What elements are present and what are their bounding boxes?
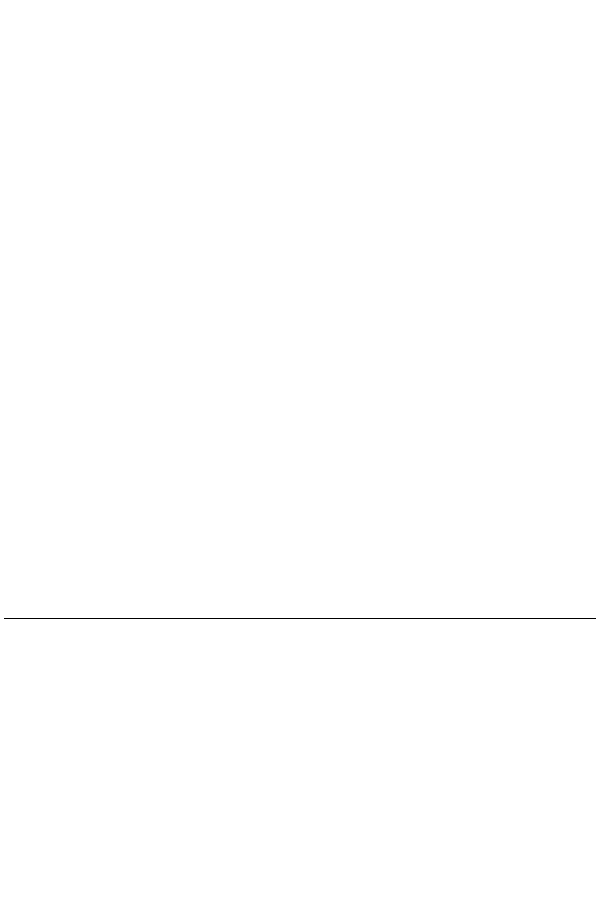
divider-line bbox=[4, 618, 596, 619]
upper-band bbox=[0, 8, 600, 618]
lower-band bbox=[0, 628, 600, 918]
